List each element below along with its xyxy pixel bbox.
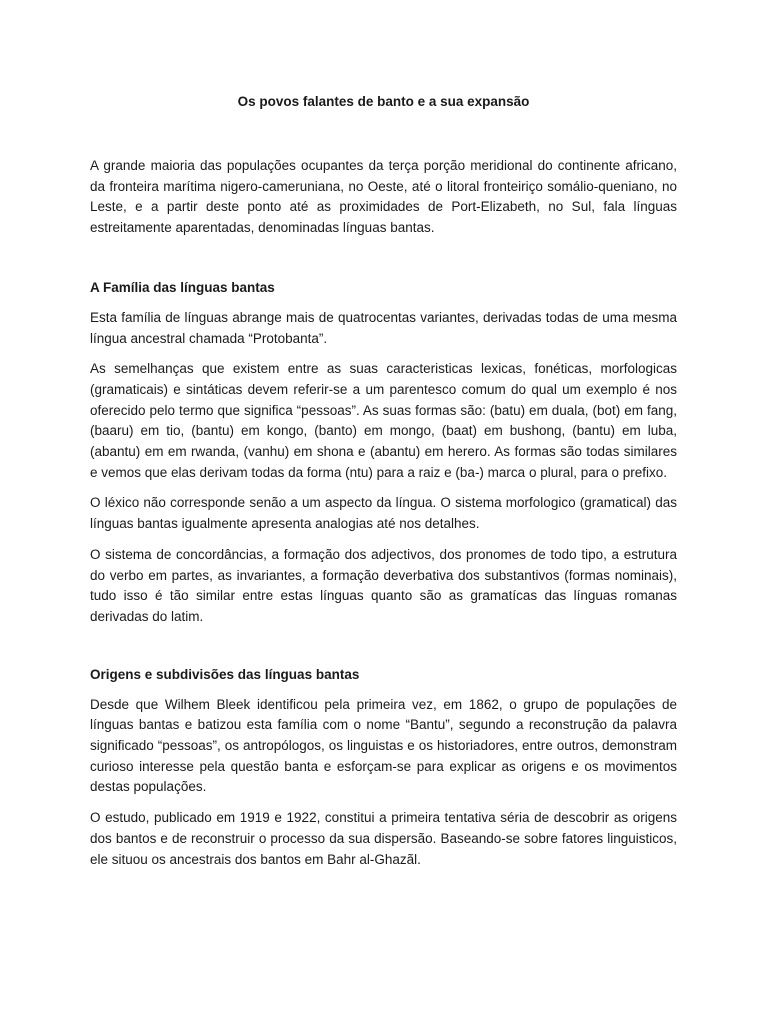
intro-paragraph: A grande maioria das populações ocupantes da terça porção meridional do continente africano, da fronteira marítima nigero-cameruniana, no Oeste, até o litoral fronteiriço somálio-queniano, no Leste, e a partir deste ponto até as proximidades de Port-Elizabeth, no Sul, fala línguas estreitamente aparentadas, denominadas línguas bantas. [90, 158, 677, 236]
section-heading-origens: Origens e subdivisões das línguas bantas [90, 666, 360, 682]
paragraph: Esta família de línguas abrange mais de quatrocentas variantes, derivadas todas de uma mesma língua ancestral chamada “Protobanta”. [90, 309, 677, 346]
paragraph: O estudo, publicado em 1919 e 1922, constitui a primeira tentativa séria de descobrir as origens dos bantos e de reconstruir o processo da sua dispersão. Baseando-se sobre fatores linguisticos, ele situou os ancestrais dos bantos em Bahr al-Ghazãl. [90, 810, 677, 867]
section-heading-familia: A Família das línguas bantas [90, 279, 275, 295]
paragraph: O sistema de concordâncias, a formação dos adjectivos, dos pronomes de todo tipo, a estrutura do verbo em partes, as invariantes, a formação deverbativa dos substantivos (formas nominais), tudo isso é tão similar entre estas línguas quanto são as gramatícas das línguas romanas derivadas do latim. [90, 546, 677, 624]
document-title: Os povos falantes de banto e a sua expansão [237, 94, 530, 109]
paragraph: O léxico não corresponde senão a um aspecto da língua. O sistema morfologico (gramatical) das línguas bantas igualmente apresenta analogias até nos detalhes. [90, 495, 677, 532]
paragraph: As semelhanças que existem entre as suas caracteristicas lexicas, fonéticas, morfologicas (gramaticais) e sintáticas devem referir-se a um parentesco comum do qual um exemplo é nos oferecido pelo termo que significa “pessoas”. As suas formas são: (batu) em duala, (bot) em fang, (baaru) em tio, (bantu) em kongo, (banto) em mongo, (baat) em bushong, (bantu) em luba, (abantu) em em rwanda, (vanhu) em shona e (abantu) em herero. As formas são todas similares e vemos que elas derivam todas da forma (ntu) para a raiz e (ba-) marca o plural, para o prefixo. [90, 361, 677, 480]
document-page [90, 92, 677, 880]
paragraph: Desde que Wilhem Bleek identificou pela primeira vez, em 1862, o grupo de populações de línguas bantas e batizou esta família com o nome “Bantu”, segundo a reconstrução da palavra significado “pessoas”, os antropólogos, os linguistas e os historiadores, entre outros, demonstram curioso interesse pela questão banta e esforçam-se para explicar as origens e os movimentos destas populações. [90, 696, 677, 795]
